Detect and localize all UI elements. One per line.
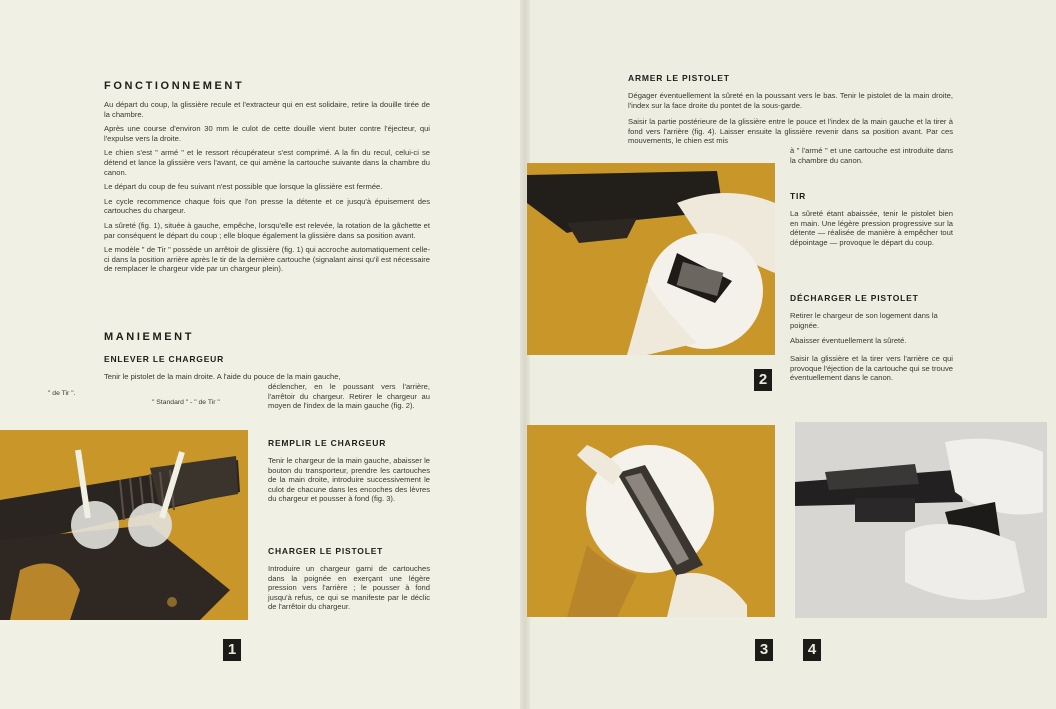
subtitle-charger: CHARGER LE PISTOLET: [268, 546, 384, 556]
paragraph: Après une course d'environ 30 mm le culot de cette douille vient buter contre l'éjecteur, qui l'expulse vers la droite.: [104, 124, 430, 143]
magazine-loading-illustration: [527, 425, 775, 617]
paragraph: La sûreté (fig. 1), située à gauche, empêche, lorsqu'elle est relevée, la rotation de la gâchette et par conséquent le départ du coup ; elle bloque également la glissière dans sa position avant.: [104, 220, 430, 240]
figure-4-number: 4: [803, 639, 821, 661]
figure-2-photo: [527, 163, 775, 355]
decharger-text-3: Saisir la glissière et la tirer vers l'arrière ce qui provoque l'éjection de la cartouche qui se trouve éventuellement dans le canon.: [790, 354, 953, 383]
paragraph: Le départ du coup de feu suivant n'est possible que lorsque la glissière est fermée.: [104, 182, 383, 192]
armer-text-1: Dégager éventuellement la sûreté en la poussant vers le bas. Tenir le pistolet de la main droite, l'index sur la face droite du pontet de la sous-garde.: [628, 91, 953, 110]
subtitle-remplir: REMPLIR LE CHARGEUR: [268, 438, 387, 448]
subtitle-enlever: ENLEVER LE CHARGEUR: [104, 354, 225, 364]
decharger-text-1: Retirer le chargeur de son logement dans la poignée.: [790, 311, 938, 330]
charger-text: Introduire un chargeur garni de cartouches dans la poignée en exerçant une légère pression vers l'arrière ; le pousser à fond jusqu'à refus, ce qui se manifeste par le déclic de l'arrêtoir du chargeur.: [268, 564, 430, 612]
figure-4-photo: [795, 422, 1047, 618]
decharger-text-2: Abaisser éventuellement la sûreté.: [790, 336, 907, 345]
label-standard-de-tir: " Standard " - " de Tir ": [152, 399, 220, 406]
paragraph: Le cycle recommence chaque fois que l'on presse la détente et ce jusqu'à épuisement des cartouches du chargeur.: [104, 196, 430, 216]
fonctionnement-text: [104, 100, 430, 274]
section-title-maniement: MANIEMENT: [104, 331, 195, 343]
pistol-slide-illustration: [0, 430, 248, 620]
remplir-text: Tenir le chargeur de la main gauche, abaisser le bouton du transporteur, prendre les cartouches de la main droite, introduire successivement le culot de chacune dans les encoches des lèvres du chargeur et pousser à fond (fig. 3).: [268, 456, 430, 504]
subtitle-armer: ARMER LE PISTOLET: [628, 73, 730, 83]
figure-1-photo: [0, 430, 248, 620]
subtitle-decharger: DÉCHARGER LE PISTOLET: [790, 293, 919, 303]
label-de-tir: " de Tir ".: [48, 390, 76, 397]
paragraph: Au départ du coup, la glissière recule et l'extracteur qui en est solidaire, retire la douille tirée de la chambre.: [104, 100, 430, 119]
figure-3-number: 3: [755, 639, 773, 661]
armer-text-2: Saisir la partie postérieure de la glissière entre le pouce et l'index de la main gauche et la tirer à fond vers l'arrière (fig. 4). Laisser ensuite la glissière revenir dans sa position avant. Par ces mouvements, le chien est mis: [628, 117, 953, 146]
tir-text: La sûreté étant abaissée, tenir le pistolet bien en main. Une légère pression progressive sur la détente — réalisée de manière à empêcher tout dépointage — provoque le départ du coup.: [790, 209, 953, 247]
magazine-removal-illustration: [527, 163, 775, 355]
enlever-text-rest: déclencher, en le poussant vers l'arrière, l'arrêtoir du chargeur. Retirer le chargeur au moyen de l'index de la main gauche (fig. 2).: [268, 382, 430, 411]
armer-text-tail: à " l'armé " et une cartouche est introduite dans la chambre du canon.: [790, 146, 953, 165]
subtitle-tir: TIR: [790, 191, 807, 201]
figure-1-number: 1: [223, 639, 241, 661]
section-title-fonctionnement: FONCTIONNEMENT: [104, 80, 245, 92]
paragraph: Le chien s'est " armé " et le ressort récupérateur s'est comprimé. A la fin du recul, celui-ci se détend et lance la glissière vers l'avant, ce qui amène la cartouche suivante dans la chambre du canon.: [104, 148, 430, 177]
figure-2-number: 2: [754, 369, 772, 391]
figure-3-photo: [527, 425, 775, 617]
slide-racking-illustration: [795, 422, 1047, 618]
paragraph: Le modèle " de Tir " possède un arrêtoir de glissière (fig. 1) qui accroche automatiquement celle-ci dans la position arrière après le tir de la dernière cartouche (signalant ainsi qu'il est nécessaire de remplacer le chargeur vide par un chargeur plein).: [104, 245, 430, 274]
enlever-text-line1: Tenir le pistolet de la main droite. A l'aide du pouce de la main gauche,: [104, 372, 341, 381]
